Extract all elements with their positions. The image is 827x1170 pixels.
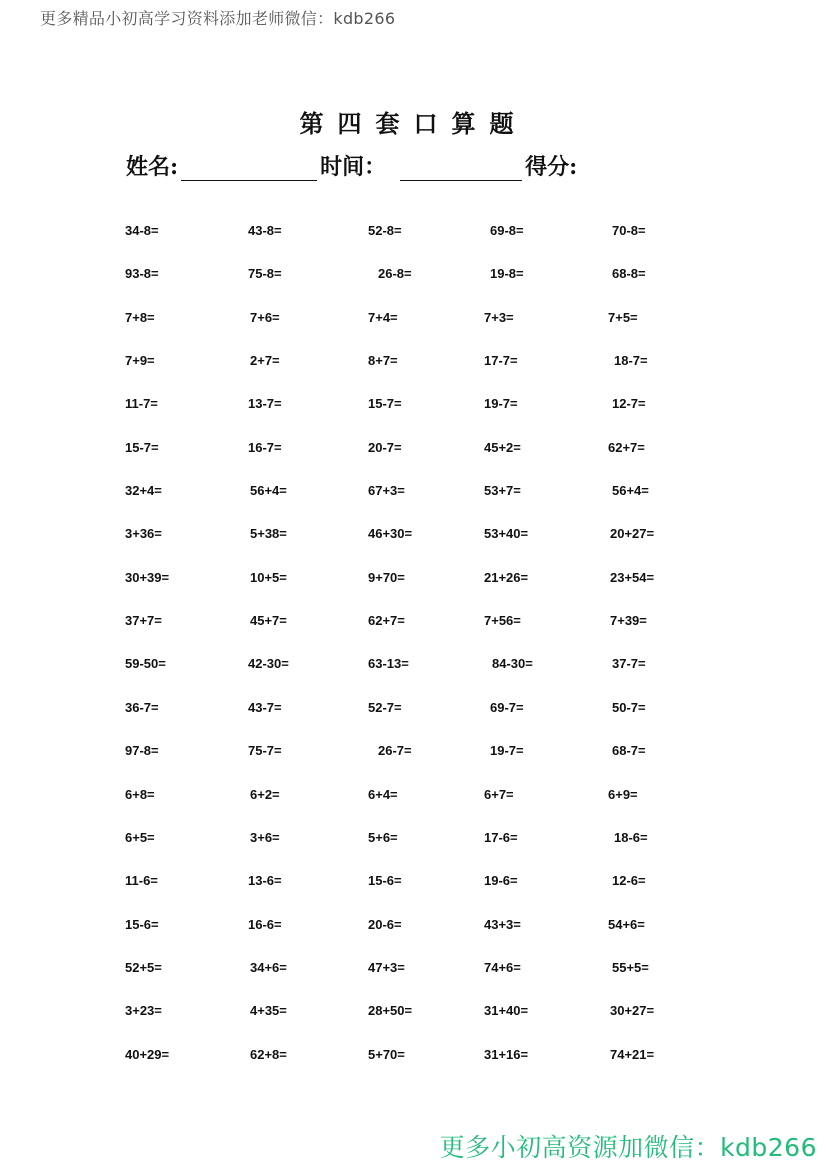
problem-cell: 42-30= bbox=[248, 656, 289, 671]
problem-cell: 31+16= bbox=[484, 1047, 529, 1062]
problem-cell: 26-7= bbox=[378, 743, 412, 758]
problem-cell: 8+7= bbox=[368, 353, 398, 368]
problem-cell: 6+4= bbox=[368, 787, 398, 802]
problem-cell: 20+27= bbox=[610, 526, 655, 541]
problem-cell: 3+36= bbox=[125, 526, 162, 541]
problem-cell: 84-30= bbox=[492, 656, 533, 671]
problem-cell: 16-7= bbox=[248, 440, 282, 455]
time-blank bbox=[400, 154, 522, 181]
problem-cell: 7+6= bbox=[250, 310, 280, 325]
problem-cell: 45+2= bbox=[484, 440, 521, 455]
problem-cell: 37-7= bbox=[612, 656, 646, 671]
problem-cell: 5+38= bbox=[250, 526, 287, 541]
problem-cell: 43-8= bbox=[248, 223, 282, 238]
problem-cell: 7+39= bbox=[610, 613, 647, 628]
problem-cell: 50-7= bbox=[612, 700, 646, 715]
problem-cell: 11-7= bbox=[125, 396, 158, 411]
problem-cell: 32+4= bbox=[125, 483, 162, 498]
problem-cell: 68-8= bbox=[612, 266, 646, 281]
problem-cell: 56+4= bbox=[612, 483, 649, 498]
problem-cell: 63-13= bbox=[368, 656, 409, 671]
problem-cell: 18-6= bbox=[614, 830, 648, 845]
problem-cell: 15-6= bbox=[125, 917, 159, 932]
problem-cell: 34-8= bbox=[125, 223, 159, 238]
problem-cell: 7+5= bbox=[608, 310, 638, 325]
problem-cell: 9+70= bbox=[368, 570, 405, 585]
time-label: 时间： bbox=[320, 154, 387, 180]
problem-cell: 2+7= bbox=[250, 353, 280, 368]
problem-cell: 30+39= bbox=[125, 570, 170, 585]
problem-cell: 52-8= bbox=[368, 223, 402, 238]
problem-cell: 74+21= bbox=[610, 1047, 655, 1062]
problem-cell: 53+40= bbox=[484, 526, 529, 541]
problem-cell: 17-6= bbox=[484, 830, 518, 845]
problem-cell: 15-6= bbox=[368, 873, 402, 888]
problem-cell: 40+29= bbox=[125, 1047, 170, 1062]
problem-cell: 53+7= bbox=[484, 483, 521, 498]
problem-cell: 7+56= bbox=[484, 613, 521, 628]
name-blank bbox=[181, 154, 317, 181]
problem-cell: 75-7= bbox=[248, 743, 282, 758]
problem-cell: 75-8= bbox=[248, 266, 282, 281]
problem-cell: 36-7= bbox=[125, 700, 159, 715]
footer-note: 更多小初高资源加微信：kdb266 bbox=[439, 1133, 817, 1162]
student-info-line bbox=[126, 150, 577, 181]
page-title: 第四套口算题 bbox=[299, 109, 528, 138]
problem-cell: 26-8= bbox=[378, 266, 412, 281]
problem-cell: 54+6= bbox=[608, 917, 645, 932]
problem-cell: 3+6= bbox=[250, 830, 280, 845]
problem-cell: 52-7= bbox=[368, 700, 402, 715]
problem-cell: 7+3= bbox=[484, 310, 514, 325]
problem-cell: 19-8= bbox=[490, 266, 524, 281]
problem-cell: 3+23= bbox=[125, 1003, 162, 1018]
problem-cell: 12-6= bbox=[612, 873, 646, 888]
problem-cell: 15-7= bbox=[125, 440, 159, 455]
problem-cell: 4+35= bbox=[250, 1003, 287, 1018]
problem-cell: 43+3= bbox=[484, 917, 521, 932]
score-label: 得分: bbox=[525, 154, 578, 180]
problem-cell: 21+26= bbox=[484, 570, 529, 585]
problem-cell: 43-7= bbox=[248, 700, 282, 715]
problem-cell: 93-8= bbox=[125, 266, 159, 281]
problem-cell: 11-6= bbox=[125, 873, 158, 888]
problem-cell: 46+30= bbox=[368, 526, 413, 541]
problem-cell: 5+70= bbox=[368, 1047, 405, 1062]
problem-cell: 23+54= bbox=[610, 570, 655, 585]
problem-cell: 19-7= bbox=[484, 396, 518, 411]
problem-cell: 18-7= bbox=[614, 353, 648, 368]
problem-cell: 62+7= bbox=[608, 440, 645, 455]
problem-cell: 52+5= bbox=[125, 960, 162, 975]
problem-cell: 30+27= bbox=[610, 1003, 655, 1018]
problem-cell: 68-7= bbox=[612, 743, 646, 758]
problem-cell: 7+8= bbox=[125, 310, 155, 325]
problem-cell: 13-6= bbox=[248, 873, 282, 888]
name-label: 姓名: bbox=[126, 154, 179, 180]
problem-cell: 19-6= bbox=[484, 873, 518, 888]
problem-cell: 37+7= bbox=[125, 613, 162, 628]
problem-cell: 19-7= bbox=[490, 743, 524, 758]
problem-cell: 5+6= bbox=[368, 830, 398, 845]
problem-cell: 74+6= bbox=[484, 960, 521, 975]
problem-cell: 62+7= bbox=[368, 613, 405, 628]
problem-cell: 10+5= bbox=[250, 570, 287, 585]
problem-cell: 20-6= bbox=[368, 917, 402, 932]
problem-cell: 13-7= bbox=[248, 396, 282, 411]
problem-cell: 7+4= bbox=[368, 310, 398, 325]
problem-cell: 45+7= bbox=[250, 613, 287, 628]
problem-cell: 6+5= bbox=[125, 830, 155, 845]
problem-cell: 55+5= bbox=[612, 960, 649, 975]
problem-cell: 20-7= bbox=[368, 440, 402, 455]
problem-cell: 70-8= bbox=[612, 223, 646, 238]
problem-cell: 62+8= bbox=[250, 1047, 287, 1062]
header-note: 更多精品小初高学习资料添加老师微信：kdb266 bbox=[40, 9, 396, 28]
problem-cell: 59-50= bbox=[125, 656, 166, 671]
problem-cell: 6+8= bbox=[125, 787, 155, 802]
problem-cell: 17-7= bbox=[484, 353, 518, 368]
problem-cell: 28+50= bbox=[368, 1003, 413, 1018]
problem-cell: 97-8= bbox=[125, 743, 159, 758]
problem-cell: 12-7= bbox=[612, 396, 646, 411]
problem-cell: 34+6= bbox=[250, 960, 287, 975]
problem-cell: 7+9= bbox=[125, 353, 155, 368]
problem-cell: 31+40= bbox=[484, 1003, 529, 1018]
problem-cell: 6+2= bbox=[250, 787, 280, 802]
problem-cell: 69-7= bbox=[490, 700, 524, 715]
problem-cell: 69-8= bbox=[490, 223, 524, 238]
problem-cell: 56+4= bbox=[250, 483, 287, 498]
problem-cell: 6+9= bbox=[608, 787, 638, 802]
problem-cell: 15-7= bbox=[368, 396, 402, 411]
problem-cell: 16-6= bbox=[248, 917, 282, 932]
problem-cell: 47+3= bbox=[368, 960, 405, 975]
problem-cell: 6+7= bbox=[484, 787, 514, 802]
problem-cell: 67+3= bbox=[368, 483, 405, 498]
